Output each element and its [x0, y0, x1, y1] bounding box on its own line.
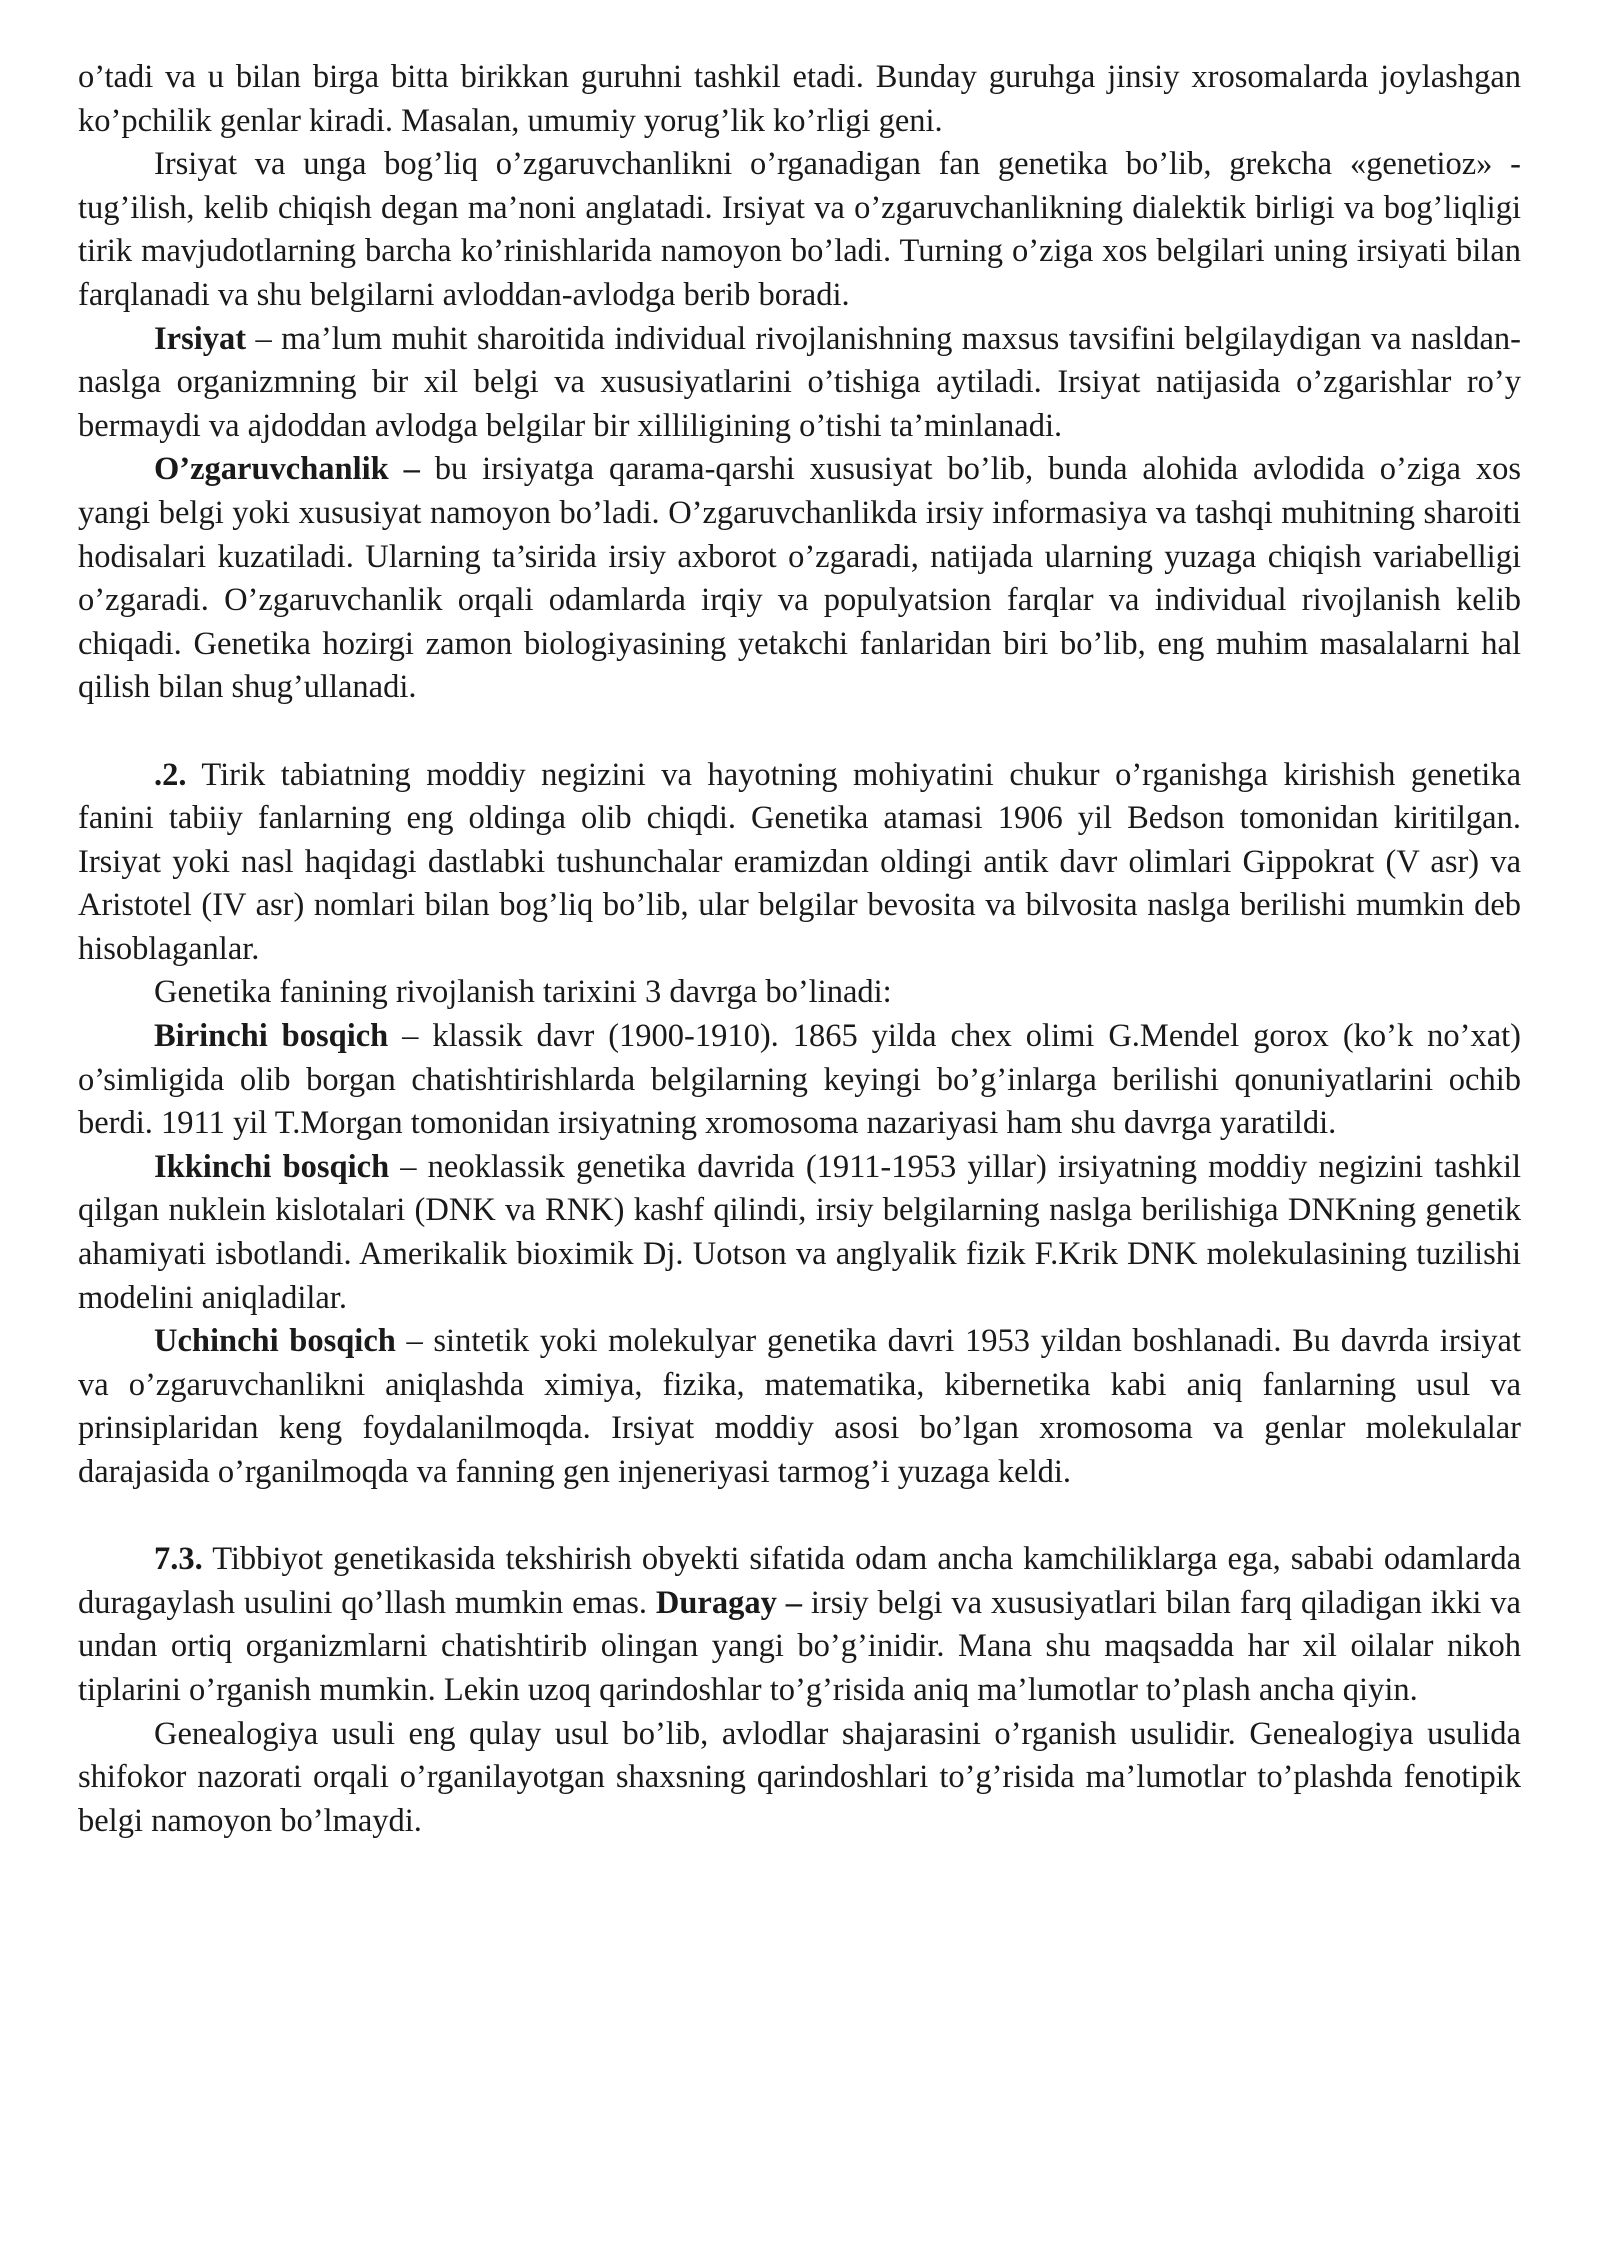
paragraph-text: – sintetik yoki molekulyar genetika davri 1953 yildan boshlanadi. Bu davrda irsiyat va o’zgaruvchanlikni aniqlashda ximiya, fizika, matematika, kibernetika kabi aniq fanlarning usul va prinsiplaridan keng foydalanilmoqda. Irsiyat moddiy asosi bo’lgan xromosoma va genlar molekulalar darajasida o’rganilmoqda va fanning gen injeneriyasi tarmog’i yuzaga keldi.	[78, 1323, 1522, 1490]
paragraph-text: Genetika fanining rivojlanish tarixini 3 davrga bo’linadi:	[154, 974, 892, 1011]
paragraph-7	[78, 1015, 1521, 1146]
paragraph-text-2: irsiy belgi va xususiyatlari bilan farq qiladigan ikki va undan ortiq organizmlarni chatishtirib olingan yangi bo’g’inidir. Mana shu maqsadda har xil oilalar nikoh tiplarini o’rganish mumkin. Lekin uzoq qarindoshlar to’g’risida aniq ma’lumotlar to’plash ancha qiyin.	[78, 1584, 1521, 1708]
paragraph-text: Genealogiya usuli eng qulay usul bo’lib, avlodlar shajarasini o’rganish usulidir. Genealogiya usulida shifokor nazorati orqali o’rganilayotgan shaxsning qarindoshlari to’g’risida ma’lumotlar to’plashda fenotipik belgi namoyon bo’lmaydi.	[78, 1715, 1521, 1839]
paragraph-3	[78, 448, 1521, 710]
paragraph-lead: Ikkinchi bosqich	[154, 1148, 390, 1185]
paragraph-text: – klassik davr (1900-1910). 1865 yilda chex olimi G.Mendel gorox (ko’k no’xat) o’simligida olib borgan chatishtirishlarda belgilarning keyingi bo’g’inlarga berilishi qonuniyatlarini ochib berdi. 1911 yil T.Morgan tomonidan irsiyatning xromosoma nazariyasi ham shu davrga yaratildi.	[78, 1018, 1522, 1142]
paragraph-lead: Birinchi bosqich	[154, 1018, 389, 1055]
paragraph-8	[78, 1146, 1521, 1320]
paragraph-11	[78, 1538, 1521, 1712]
paragraph-lead: .2.	[154, 756, 187, 793]
paragraph-text: – ma’lum muhit sharoitida individual rivojlanishning maxsus tavsifini belgilaydigan va nasldan-naslga organizmning bir xil belgi va xususiyatlarini o’tishiga aytiladi. Irsiyat natijasida o’zgarishlar ro’y bermaydi va ajdoddan avlodga belgilar bir xilliligining o’tishi ta’minlanadi.	[78, 320, 1521, 444]
paragraph-0	[78, 56, 1521, 143]
paragraph-5	[78, 754, 1521, 972]
paragraph-text: o’tadi va u bilan birga bitta birikkan guruhni tashkil etadi. Bunday guruhga jinsiy xrosomalarda joylashgan ko’pchilik genlar kiradi. Masalan, umumiy yorug’lik ko’rligi geni.	[78, 59, 1521, 139]
paragraph-gap	[78, 710, 1521, 754]
paragraph-text: Tirik tabiatning moddiy negizini va hayotning mohiyatini chukur o’rganishga kirishish genetika fanini tabiiy fanlarning eng oldinga olib chiqdi. Genetika atamasi 1906 yil Bedson tomonidan kiritilgan. Irsiyat yoki nasl haqidagi dastlabki tushunchalar eramizdan oldingi antik davr olimlari Gippokrat (V asr) va Aristotel (IV asr) nomlari bilan bog’liq bo’lib, ular belgilar bevosita va bilvosita naslga berilishi mumkin deb hisoblaganlar.	[78, 756, 1521, 967]
paragraph-text: bu irsiyatga qarama-qarshi xususiyat bo’lib, bunda alohida avlodida o’ziga xos yangi belgi yoki xususiyat namoyon bo’ladi. O’zgaruvchanlikda irsiy informasiya va tashqi muhitning sharoiti hodisalari kuzatiladi. Ularning ta’sirida irsiy axborot o’zgaradi, natijada ularning yuzaga chiqish variabelligi o’zgaradi. O’zgaruvchanlik orqali odamlarda irqiy va populyatsion farqlar va individual rivojlanish kelib chiqadi. Genetika hozirgi zamon biologiyasining yetakchi fanlaridan biri bo’lib, eng muhim masalalarni hal qilish bilan shug’ullanadi.	[78, 451, 1521, 706]
paragraph-lead-2: Duragay –	[655, 1584, 802, 1621]
paragraph-text: Tibbiyot genetikasida tekshirish obyekti sifatida odam ancha kamchiliklarga ega, sababi odamlarda duragaylash usulini qo’llash mumkin emas.	[78, 1541, 1521, 1621]
document-page	[78, 56, 1521, 1843]
paragraph-6	[78, 971, 1521, 1015]
paragraph-text: – neoklassik genetika davrida (1911-1953 yillar) irsiyatning moddiy negizini tashkil qilgan nuklein kislotalari (DNK va RNK) kashf qilindi, irsiy belgilarning naslga berilishiga DNKning genetik ahamiyati isbotlandi. Amerikalik bioximik Dj. Uotson va anglyalik fizik F.Krik DNK molekulasining tuzilishi modelini aniqladilar.	[78, 1148, 1522, 1316]
paragraph-text: Irsiyat va unga bog’liq o’zgaruvchanlikni o’rganadigan fan genetika bo’lib, grekcha «genetioz» - tug’ilish, kelib chiqish degan ma’noni anglatadi. Irsiyat va o’zgaruvchanlikning dialektik birligi va bog’liqligi tirik mavjudotlarning barcha ko’rinishlarida namoyon bo’ladi. Turning o’ziga xos belgilari uning irsiyati bilan farqlanadi va shu belgilarni avloddan-avlodga berib boradi.	[78, 146, 1521, 313]
paragraph-lead: O’zgaruvchanlik –	[154, 451, 420, 488]
paragraph-2	[78, 318, 1521, 449]
paragraph-9	[78, 1320, 1521, 1494]
paragraph-lead: Irsiyat	[154, 320, 247, 357]
paragraph-gap	[78, 1495, 1521, 1539]
paragraph-12	[78, 1713, 1521, 1844]
paragraph-lead: Uchinchi bosqich	[154, 1323, 396, 1360]
paragraph-lead: 7.3.	[154, 1541, 203, 1578]
paragraph-1	[78, 143, 1521, 317]
